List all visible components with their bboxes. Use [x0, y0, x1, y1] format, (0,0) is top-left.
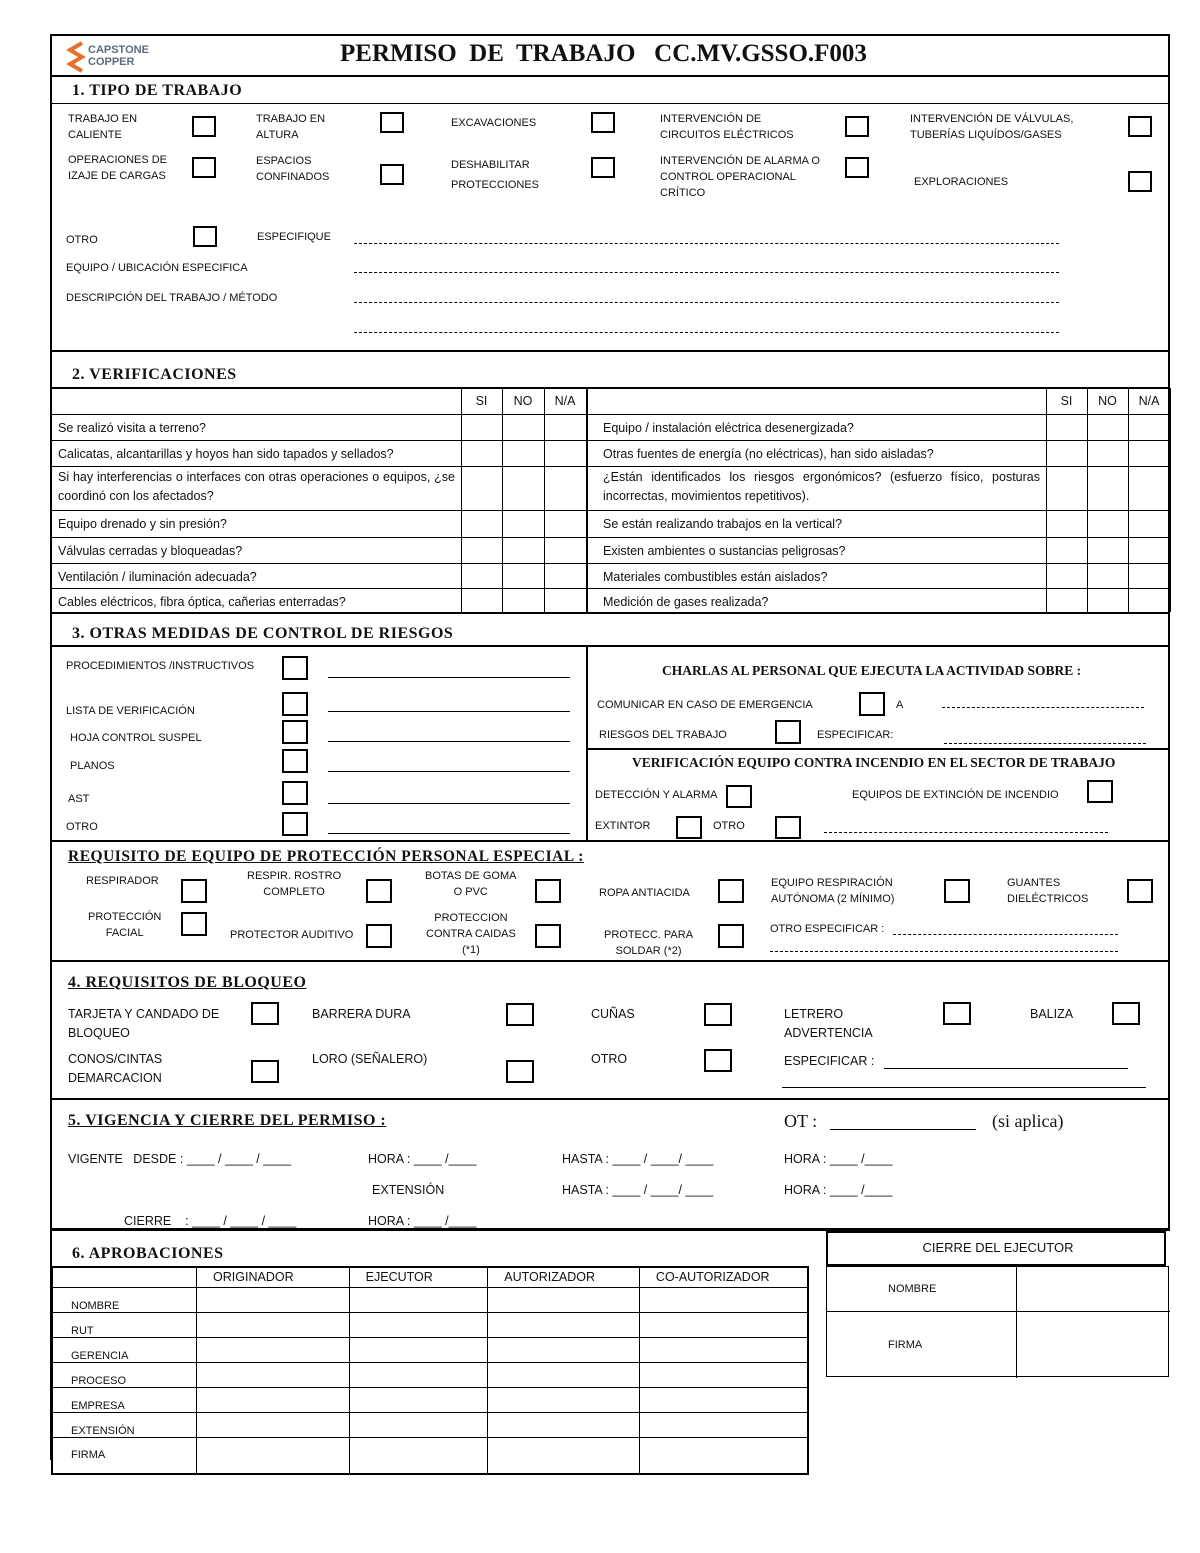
- verif-question: Ventilación / iluminación adecuada?: [58, 570, 257, 584]
- epp-checkbox[interactable]: [535, 924, 561, 948]
- verif-row-line: [50, 466, 1170, 467]
- si-aplica-label: (si aplica): [992, 1111, 1064, 1131]
- equipo-label: EQUIPO / UBICACIÓN ESPECIFICA: [66, 262, 248, 274]
- bloqueo-label: BALIZA: [1030, 1007, 1074, 1021]
- ot-label: OT :: [784, 1111, 818, 1131]
- verif-answer-cell[interactable]: [1088, 511, 1127, 536]
- verif-question: Calicatas, alcantarillas y hoyos han sido tapados y sellados?: [58, 447, 394, 461]
- aprob-cell[interactable]: [349, 1287, 488, 1312]
- especifique-line[interactable]: [354, 243, 1059, 244]
- descripcion-label: DESCRIPCIÓN DEL TRABAJO / MÉTODO: [66, 292, 278, 304]
- epp-checkbox[interactable]: [1127, 879, 1153, 903]
- type-label: ESPACIOS CONFINADOS: [256, 155, 330, 183]
- verif-answer-cell[interactable]: [1088, 564, 1127, 587]
- epp-checkbox[interactable]: [366, 924, 392, 948]
- verif-answer-cell[interactable]: [462, 415, 501, 439]
- verif-answer-cell[interactable]: [545, 415, 585, 439]
- verif-col-header: SI: [1060, 394, 1073, 408]
- verif-col-header: NO: [1098, 394, 1117, 408]
- verif-answer-cell[interactable]: [1129, 511, 1169, 536]
- deteccion-label: DETECCIÓN Y ALARMA: [595, 789, 718, 801]
- aprob-cell[interactable]: [349, 1437, 488, 1474]
- section5-title: 5. VIGENCIA Y CIERRE DEL PERMISO :: [68, 1112, 387, 1129]
- verif-question: Medición de gases realizada?: [603, 595, 769, 609]
- verif-answer-cell[interactable]: [503, 511, 543, 536]
- verif-answer-cell[interactable]: [1088, 538, 1127, 562]
- verif-answer-cell[interactable]: [503, 467, 543, 509]
- epp-otro-label: OTRO ESPECIFICAR :: [770, 923, 885, 935]
- verif-answer-cell[interactable]: [1088, 441, 1127, 465]
- otro-checkbox[interactable]: [193, 226, 217, 247]
- cierre-nombre-cell[interactable]: [1017, 1267, 1167, 1311]
- verif-answer-cell[interactable]: [1129, 589, 1169, 611]
- extintor-label: EXTINTOR: [595, 820, 651, 832]
- verif-answer-cell[interactable]: [1129, 467, 1169, 509]
- riesgos-checkbox[interactable]: [775, 720, 801, 744]
- control-checkbox[interactable]: [282, 692, 308, 716]
- otro-incendio-checkbox[interactable]: [775, 816, 801, 839]
- aprob-row-label: EMPRESA: [52, 1387, 197, 1412]
- hora-hasta-2[interactable]: HORA : ____ /____: [784, 1183, 893, 1197]
- verif-question: Si hay interferencias o interfaces con otras operaciones o equipos, ¿se coordinó con los afectados?: [58, 470, 455, 503]
- deteccion-checkbox[interactable]: [726, 785, 752, 808]
- aprob-cell[interactable]: [639, 1412, 808, 1437]
- equipos-ext-checkbox[interactable]: [1087, 780, 1113, 803]
- aprob-cell[interactable]: [197, 1287, 350, 1312]
- verif-question: Existen ambientes o sustancias peligrosas?: [603, 544, 846, 558]
- aprob-cell[interactable]: [639, 1337, 808, 1362]
- aprob-cell[interactable]: [349, 1387, 488, 1412]
- epp-checkbox[interactable]: [944, 879, 970, 903]
- a-label: A: [896, 699, 904, 711]
- bloqueo-label: BARRERA DURA: [312, 1007, 411, 1021]
- hasta-2[interactable]: HASTA : ____ / ____/ ____: [562, 1183, 714, 1197]
- aprob-cell[interactable]: [349, 1312, 488, 1337]
- company-logo: [66, 40, 176, 74]
- aprob-cell[interactable]: [488, 1287, 640, 1312]
- verif-answer-cell[interactable]: [503, 415, 543, 439]
- aprob-cell[interactable]: [639, 1287, 808, 1312]
- verif-answer-cell[interactable]: [1129, 538, 1169, 562]
- verif-answer-cell[interactable]: [1047, 564, 1086, 587]
- verif-question: Equipo / instalación eléctrica desenergizada?: [603, 421, 854, 435]
- bloqueo-checkbox[interactable]: [506, 1060, 534, 1083]
- type-checkbox[interactable]: [1128, 171, 1152, 192]
- bloqueo-checkbox[interactable]: [704, 1003, 732, 1026]
- aprob-cell[interactable]: [197, 1437, 350, 1474]
- verif-col-line: [1170, 388, 1171, 612]
- aprob-cell[interactable]: [639, 1437, 808, 1474]
- aprob-row-label: EXTENSIÓN: [52, 1412, 197, 1437]
- type-label: TRABAJO EN ALTURA: [256, 113, 326, 141]
- cierre-ejecutor-table: [826, 1266, 1169, 1377]
- bloqueo-label: TARJETA Y CANDADO DE BLOQUEO: [68, 1007, 220, 1040]
- epp-checkbox[interactable]: [718, 879, 744, 903]
- comunicar-label: COMUNICAR EN CASO DE EMERGENCIA: [597, 699, 813, 711]
- control-line[interactable]: [328, 677, 570, 678]
- type-label: INTERVENCIÓN DE ALARMA O CONTROL OPERACIONAL CRÍTICO: [660, 155, 820, 199]
- verif-question: Se realizó visita a terreno?: [58, 421, 206, 435]
- descripcion-line-1[interactable]: [354, 302, 1059, 303]
- verif-answer-cell[interactable]: [462, 564, 501, 587]
- especificar-label: ESPECIFICAR :: [784, 1054, 875, 1068]
- type-label: EXPLORACIONES: [914, 176, 1009, 188]
- control-line[interactable]: [328, 803, 570, 804]
- verif-incendio-title: VERIFICACIÓN EQUIPO CONTRA INCENDIO EN EL SECTOR DE TRABAJO: [632, 755, 1116, 770]
- verif-col-line: [50, 388, 51, 612]
- verif-col-line: [586, 388, 588, 612]
- type-label: TRABAJO EN CALIENTE: [68, 113, 138, 141]
- riesgos-label: RIESGOS DEL TRABAJO: [599, 729, 727, 741]
- verif-row-line: [50, 440, 1170, 441]
- aprobaciones-table: [51, 1266, 809, 1475]
- epp-label: PROTECC. PARA SOLDAR (*2): [604, 929, 694, 957]
- epp-label: ROPA ANTIACIDA: [599, 887, 690, 899]
- control-label: PROCEDIMIENTOS /INSTRUCTIVOS: [66, 660, 255, 672]
- aprob-cell[interactable]: [197, 1362, 350, 1387]
- comunicar-line[interactable]: [942, 707, 1144, 708]
- epp-checkbox[interactable]: [181, 912, 207, 936]
- epp-title: REQUISITO DE EQUIPO DE PROTECCIÓN PERSONAL ESPECIAL :: [68, 848, 584, 865]
- bloqueo-label: CUÑAS: [591, 1007, 635, 1021]
- control-checkbox[interactable]: [282, 781, 308, 805]
- verif-answer-cell[interactable]: [545, 467, 585, 509]
- section6-title: 6. APROBACIONES: [72, 1245, 224, 1262]
- cierre-firma-cell[interactable]: [1017, 1312, 1167, 1376]
- section1-title: 1. TIPO DE TRABAJO: [72, 82, 243, 99]
- control-checkbox[interactable]: [282, 720, 308, 744]
- extension-label: EXTENSIÓN: [372, 1183, 445, 1197]
- otro-label: OTRO: [66, 234, 98, 246]
- verif-answer-cell[interactable]: [545, 589, 585, 611]
- descripcion-line-2[interactable]: [354, 332, 1059, 333]
- epp-label: RESPIRADOR: [86, 875, 159, 887]
- aprob-cell[interactable]: [197, 1412, 350, 1437]
- verif-col-header: N/A: [554, 394, 576, 408]
- cierre-nombre-label: NOMBRE: [888, 1283, 937, 1295]
- verif-answer-cell[interactable]: [545, 511, 585, 536]
- control-label: LISTA DE VERIFICACIÓN: [66, 705, 195, 717]
- control-line[interactable]: [328, 741, 570, 742]
- bloqueo-checkbox[interactable]: [251, 1060, 279, 1083]
- aprob-col-header: ORIGINADOR: [197, 1267, 350, 1287]
- verif-col-header: NO: [513, 394, 533, 408]
- aprob-col-header: AUTORIZADOR: [488, 1267, 640, 1287]
- logo-line1: CAPSTONE: [88, 44, 149, 56]
- control-checkbox[interactable]: [282, 812, 308, 836]
- verif-question: Válvulas cerradas y bloqueadas?: [58, 544, 243, 558]
- verif-question: ¿Están identificados los riesgos ergonómicos? (esfuerzo físico, posturas incorrectas, movimientos repetitivos).: [603, 470, 1040, 503]
- verif-answer-cell[interactable]: [462, 538, 501, 562]
- verif-answer-cell[interactable]: [1129, 441, 1169, 465]
- aprob-cell[interactable]: [488, 1362, 640, 1387]
- hasta-1[interactable]: HASTA : ____ / ____/ ____: [562, 1152, 714, 1166]
- section3-title: 3. OTRAS MEDIDAS DE CONTROL DE RIESGOS: [72, 625, 454, 642]
- verif-answer-cell[interactable]: [1047, 441, 1086, 465]
- type-checkbox[interactable]: [591, 112, 615, 133]
- aprob-cell[interactable]: [197, 1337, 350, 1362]
- type-checkbox[interactable]: [380, 112, 404, 133]
- logo-mark-icon: [66, 40, 86, 74]
- aprob-cell[interactable]: [488, 1387, 640, 1412]
- bloqueo-checkbox[interactable]: [251, 1002, 279, 1025]
- verif-answer-cell[interactable]: [1047, 589, 1086, 611]
- verif-answer-cell[interactable]: [1129, 564, 1169, 587]
- cierre-ejecutor-title: CIERRE DEL EJECUTOR: [922, 1240, 1074, 1255]
- control-line[interactable]: [328, 771, 570, 772]
- bloqueo-label: LORO (SEÑALERO): [312, 1052, 428, 1066]
- bloqueo-checkbox[interactable]: [1112, 1002, 1140, 1025]
- epp-label: RESPIR. ROSTRO COMPLETO: [247, 870, 342, 898]
- verif-answer-cell[interactable]: [545, 564, 585, 587]
- verif-answer-cell[interactable]: [545, 538, 585, 562]
- epp-label: EQUIPO RESPIRACIÓN AUTÓNOMA (2 MÍNIMO): [771, 877, 895, 905]
- aprob-row-label: GERENCIA: [52, 1337, 197, 1362]
- section2-title: 2. VERIFICACIONES: [72, 366, 237, 383]
- type-label: DESHABILITAR PROTECCIONES: [451, 159, 540, 191]
- equipo-line[interactable]: [354, 272, 1059, 273]
- aprob-row-label: RUT: [52, 1312, 197, 1337]
- verif-answer-cell[interactable]: [503, 564, 543, 587]
- type-label: INTERVENCIÓN DE CIRCUITOS ELÉCTRICOS: [660, 113, 794, 141]
- aprob-cell[interactable]: [349, 1362, 488, 1387]
- verif-question: Cables eléctricos, fibra óptica, cañerias enterradas?: [58, 595, 346, 609]
- type-checkbox[interactable]: [192, 157, 216, 178]
- type-label: EXCAVACIONES: [451, 117, 537, 129]
- bloqueo-label: OTRO: [591, 1052, 628, 1066]
- verif-col-header: N/A: [1138, 394, 1160, 408]
- hora-hasta-1[interactable]: HORA : ____ /____: [784, 1152, 893, 1166]
- section4-title: 4. REQUISITOS DE BLOQUEO: [68, 974, 307, 991]
- cierre-fecha[interactable]: CIERRE : ____ / ____ / ____: [124, 1214, 297, 1228]
- charlas-title: CHARLAS AL PERSONAL QUE EJECUTA LA ACTIVIDAD SOBRE :: [662, 663, 1082, 678]
- verif-answer-cell[interactable]: [1047, 415, 1086, 439]
- aprob-row-label: PROCESO: [52, 1362, 197, 1387]
- verif-answer-cell[interactable]: [462, 589, 501, 611]
- epp-checkbox[interactable]: [535, 879, 561, 903]
- aprob-corner: [52, 1267, 197, 1287]
- aprob-row-label: NOMBRE: [52, 1287, 197, 1312]
- equipos-ext-label: EQUIPOS DE EXTINCIÓN DE INCENDIO: [852, 789, 1059, 801]
- aprob-cell[interactable]: [488, 1337, 640, 1362]
- type-label: INTERVENCIÓN DE VÁLVULAS, TUBERÍAS LIQUÍDOS/GASES: [910, 113, 1074, 141]
- epp-checkbox[interactable]: [718, 924, 744, 948]
- aprob-cell[interactable]: [349, 1337, 488, 1362]
- verif-row-line: [50, 414, 1170, 415]
- verif-answer-cell[interactable]: [1047, 538, 1086, 562]
- aprob-cell[interactable]: [639, 1312, 808, 1337]
- verif-row-line: [50, 588, 1170, 589]
- logo-line2: COPPER: [88, 56, 135, 68]
- epp-otro-line-1[interactable]: [893, 934, 1118, 935]
- hora-cierre[interactable]: HORA : ____ /____: [368, 1214, 477, 1228]
- aprob-cell[interactable]: [639, 1362, 808, 1387]
- verif-row-line: [50, 563, 1170, 564]
- especificar-line-1[interactable]: [884, 1068, 1128, 1069]
- vigente-desde[interactable]: VIGENTE DESDE : ____ / ____ / ____: [68, 1152, 292, 1166]
- aprob-cell[interactable]: [488, 1412, 640, 1437]
- control-label: AST: [68, 793, 90, 805]
- epp-label: BOTAS DE GOMA O PVC: [425, 870, 517, 898]
- verif-answer-cell[interactable]: [1088, 589, 1127, 611]
- verif-answer-cell[interactable]: [462, 441, 501, 465]
- verif-row-line: [50, 537, 1170, 538]
- verif-question: Se están realizando trabajos en la vertical?: [603, 517, 843, 531]
- epp-label: PROTECTOR AUDITIVO: [230, 929, 354, 941]
- aprob-cell[interactable]: [349, 1412, 488, 1437]
- bloqueo-checkbox[interactable]: [943, 1002, 971, 1025]
- verif-answer-cell[interactable]: [545, 441, 585, 465]
- control-checkbox[interactable]: [282, 749, 308, 773]
- control-line[interactable]: [328, 711, 570, 712]
- verif-answer-cell[interactable]: [1047, 511, 1086, 536]
- aprob-row-label: FIRMA: [52, 1437, 197, 1474]
- aprob-col-header: EJECUTOR: [349, 1267, 488, 1287]
- epp-otro-line-2[interactable]: [770, 951, 1118, 952]
- verif-answer-cell[interactable]: [503, 538, 543, 562]
- control-label: OTRO: [66, 821, 98, 833]
- verif-answer-cell[interactable]: [503, 589, 543, 611]
- epp-checkbox[interactable]: [366, 879, 392, 903]
- verif-answer-cell[interactable]: [462, 511, 501, 536]
- control-label: HOJA CONTROL SUSPEL: [70, 732, 202, 744]
- hora-desde[interactable]: HORA : ____ /____: [368, 1152, 477, 1166]
- verif-answer-cell[interactable]: [1088, 467, 1127, 509]
- bloqueo-label: CONOS/CINTAS DEMARCACION: [68, 1052, 163, 1085]
- verif-answer-cell[interactable]: [1047, 467, 1086, 509]
- type-checkbox[interactable]: [845, 157, 869, 178]
- verif-row-line: [50, 510, 1170, 511]
- verif-question: Otras fuentes de energía (no eléctricas), han sido aisladas?: [603, 447, 934, 461]
- verif-row-line: [50, 388, 1170, 389]
- extintor-checkbox[interactable]: [676, 816, 702, 839]
- control-line[interactable]: [328, 833, 570, 834]
- type-checkbox[interactable]: [845, 116, 869, 137]
- control-label: PLANOS: [70, 760, 115, 772]
- verif-answer-cell[interactable]: [503, 441, 543, 465]
- verif-answer-cell[interactable]: [1129, 415, 1169, 439]
- aprob-cell[interactable]: [488, 1312, 640, 1337]
- type-label: OPERACIONES DE IZAJE DE CARGAS: [68, 154, 168, 182]
- form-title: PERMISO DE TRABAJO CC.MV.GSSO.F003: [340, 40, 867, 67]
- epp-label: PROTECCIÓN FACIAL: [88, 911, 162, 939]
- aprob-col-header: CO-AUTORIZADOR: [639, 1267, 808, 1287]
- otro-incendio-line[interactable]: [824, 832, 1108, 833]
- epp-checkbox[interactable]: [181, 879, 207, 903]
- epp-label: PROTECCION CONTRA CAIDAS (*1): [426, 912, 516, 956]
- otro-incendio-label: OTRO: [713, 820, 745, 832]
- verif-answer-cell[interactable]: [462, 467, 501, 509]
- ot-line[interactable]: [830, 1129, 976, 1130]
- especificar-label: ESPECIFICAR:: [817, 729, 894, 741]
- cierre-firma-label: FIRMA: [888, 1339, 923, 1351]
- comunicar-checkbox[interactable]: [859, 692, 885, 716]
- bloqueo-checkbox[interactable]: [704, 1049, 732, 1072]
- verif-question: Materiales combustibles están aislados?: [603, 570, 828, 584]
- aprob-cell[interactable]: [488, 1437, 640, 1474]
- verif-col-header: SI: [475, 394, 488, 408]
- type-checkbox[interactable]: [1128, 116, 1152, 137]
- aprob-cell[interactable]: [639, 1387, 808, 1412]
- especificar-line-2[interactable]: [782, 1087, 1146, 1088]
- bloqueo-checkbox[interactable]: [506, 1003, 534, 1026]
- verif-answer-cell[interactable]: [1088, 415, 1127, 439]
- type-checkbox[interactable]: [380, 164, 404, 185]
- aprob-cell[interactable]: [197, 1312, 350, 1337]
- especifique-label: ESPECIFIQUE: [257, 231, 331, 243]
- epp-label: GUANTES DIELÉCTRICOS: [1007, 877, 1089, 905]
- control-checkbox[interactable]: [282, 656, 308, 680]
- verif-question: Equipo drenado y sin presión?: [58, 517, 227, 531]
- bloqueo-label: LETRERO ADVERTENCIA: [784, 1007, 873, 1040]
- aprob-cell[interactable]: [197, 1387, 350, 1412]
- type-checkbox[interactable]: [591, 157, 615, 178]
- type-checkbox[interactable]: [192, 116, 216, 137]
- riesgos-line[interactable]: [944, 743, 1146, 744]
